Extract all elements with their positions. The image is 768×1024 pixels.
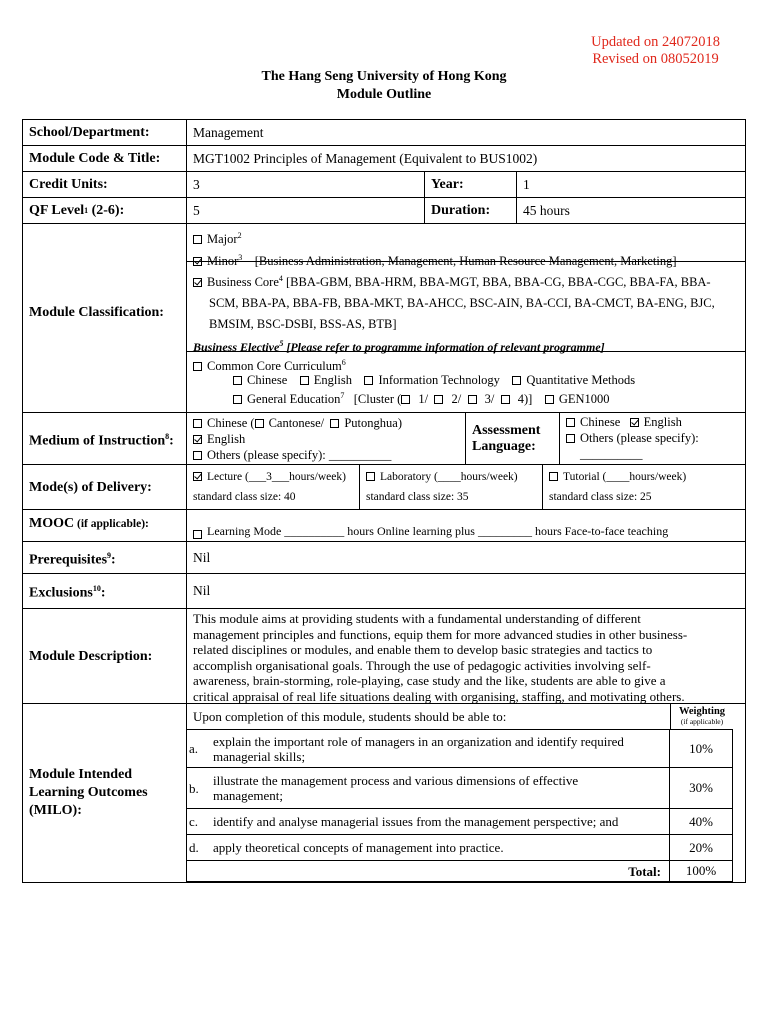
tutorial-size: standard class size: 25 [549,491,652,503]
assessment-others[interactable]: Others (please specify): [566,430,699,446]
assessment-english-checkbox[interactable] [630,418,639,427]
cluster-1-checkbox[interactable] [401,395,410,404]
tutorial-cell [543,465,745,509]
ccc-chinese-checkbox[interactable] [233,376,242,385]
module-outline-table [22,119,746,883]
school-label: School/Department: [23,120,187,145]
updated-date: Updated on 24072018 [591,34,720,50]
medium-row [22,413,746,465]
milo-weight-d: 20% [689,839,713,855]
weighting-header: Weighting (if applicable) [670,704,733,729]
assessment-chinese-checkbox[interactable] [566,418,575,427]
classification-content [187,224,745,412]
classification-row [22,224,746,413]
minor-programmes: [Business Administration, Management, Human Resource Management, Marketing] [254,254,677,269]
qf-row [22,198,746,224]
duration-value: 45 hours [523,202,570,218]
cluster-3-checkbox[interactable] [468,395,477,404]
prerequisites-row [22,542,746,574]
lecture-size: standard class size: 40 [193,491,296,503]
prerequisites-label: Prerequisites$^9$: [23,542,187,573]
exclusions-label: Exclusions$^{10}$: [23,574,187,608]
year-label: Year: [425,172,517,197]
assessment-others-blank: __________ [580,447,643,461]
lecture-checkbox[interactable] [193,472,202,481]
prerequisites-value: Nil [193,549,211,565]
milo-header [187,704,733,729]
revised-date: Revised on 08052019 [592,51,719,67]
assessment-label: Assessment Language: [466,413,560,464]
assessment-lang[interactable]: Chinese English [566,414,682,430]
general-education-line: General Education$^7$ [Cluster ( 1/ 2/ 3/ 4)] GEN1000 [193,388,739,407]
description-label: Module Description: [23,609,187,703]
credit-row [22,172,746,198]
business-core-programmes-3: BMSIM, BSC-DSBI, BSS-AS, BTB] [209,317,397,332]
ccc-qm-checkbox[interactable] [512,376,521,385]
credit-label: Credit Units: [23,172,187,197]
exclusions-row [22,574,746,609]
milo-item-a: a. explain the important role of managers in an organization and identify required managerial skills; 10% [187,730,732,768]
lab-option[interactable]: Laboratory (____hours/week) [366,467,518,487]
milo-content [187,704,745,882]
cluster-4-checkbox[interactable] [501,395,510,404]
milo-weight-b: 30% [689,780,713,795]
ge-checkbox[interactable] [233,395,242,404]
total-label: Total: [187,861,670,881]
ccc-checkbox[interactable] [193,362,202,371]
medium-label: Medium of Instruction$^8$: [23,413,187,464]
ccc-it-checkbox[interactable] [364,376,373,385]
description-text: This module aims at providing students with a fundamental understanding of different management principles and functions, equip them for more advanced studies in other business- related disciplines or modules, and enable them to develop basic strategies and tactics to accomplish organisational goals. Through the use of pedagogic activities involving self- awareness, brain-storming, role-playing, case study and the like, students are able to give a critical appraisal of real life situations dealing with organising, staffing, and motivating others. [193,611,688,704]
tutorial-checkbox[interactable] [549,472,558,481]
tutorial-option[interactable]: Tutorial (____hours/week) [549,467,686,487]
milo-row [22,704,746,883]
assessment-others-checkbox[interactable] [566,434,575,443]
lab-size: standard class size: 35 [366,491,469,503]
medium-others[interactable]: Others (please specify): __________ [193,447,391,463]
major-option[interactable]: Major$^2$ [193,228,739,247]
minor-checkbox[interactable] [193,257,202,266]
major-checkbox[interactable] [193,235,202,244]
business-core-programmes-2: SCM, BBA-PA, BBA-FB, BBA-MKT, BA-AHCC, BSC-AIN, BA-CCI, BA-CMCT, BA-ENG, BJC, [209,296,715,311]
common-core-block [187,352,745,412]
module-row [22,146,746,172]
business-core-option[interactable]: Business Core$^4$ [BBA-GBM, BBA-HRM, BBA-MGT, BBA, BBA-CG, BBA-CGC, BBA-FA, BBA- [193,268,739,293]
business-core-block [187,262,745,355]
revision-note [591,34,720,68]
ccc-english-checkbox[interactable] [300,376,309,385]
mooc-row [22,510,746,542]
medium-chinese[interactable]: Chinese ( Cantonese/ Putonghua) [193,415,402,431]
lecture-option[interactable]: Lecture (___3___hours/week) [193,467,346,487]
total-value: 100% [685,863,717,878]
milo-item-b: b. illustrate the management process and various dimensions of effective management; 30% [187,768,732,809]
description-row [22,609,746,704]
lab-checkbox[interactable] [366,472,375,481]
lecture-cell [187,465,360,509]
year-value: 1 [523,176,530,192]
delivery-row [22,465,746,510]
milo-intro: Upon completion of this module, students should be able to: [193,709,507,724]
mooc-checkbox[interactable] [193,530,202,539]
classification-label: Module Classification: [23,224,187,412]
mooc-option[interactable]: Learning Mode __________ hours Online learning plus _________ hours Face-to-face teaching [187,510,745,541]
business-elective: Business Elective$^5$ [Please refer to programme information of relevant programme] [193,339,605,355]
university-name: The Hang Seng University of Hong Kong [261,69,507,84]
qf-value: 5 [187,198,425,223]
duration-label: Duration: [425,198,517,223]
exclusions-value: Nil [193,583,211,598]
mooc-label: MOOC (if applicable): [23,510,187,541]
milo-weight-a: 10% [689,740,713,756]
business-core-checkbox[interactable] [193,278,202,287]
medium-putonghua-checkbox[interactable] [330,419,339,428]
milo-label: Module Intended Learning Outcomes (MILO): [23,704,187,882]
gen1000-checkbox[interactable] [545,395,554,404]
milo-list [187,729,733,882]
lab-cell [360,465,543,509]
milo-weight-c: 40% [689,813,713,829]
module-label: Module Code & Title: [23,146,187,171]
medium-english[interactable]: English [193,431,245,447]
medium-chinese-checkbox[interactable] [193,419,202,428]
school-row [22,119,746,146]
ccc-option[interactable]: Common Core Curriculum$^6$ [193,356,739,373]
assessment-options [560,413,745,464]
document-header [0,68,768,104]
school-value: Management [193,124,264,140]
milo-total [187,861,732,881]
document-title: Module Outline [336,87,432,102]
medium-english-checkbox[interactable] [193,435,202,444]
credit-value: 3 [187,172,425,197]
qf-label: QF Level 1 (2-6): [23,198,187,223]
medium-others-checkbox[interactable] [193,451,202,460]
medium-options [187,413,466,464]
cluster-2-checkbox[interactable] [434,395,443,404]
major-minor-block [187,224,745,269]
medium-cantonese-checkbox[interactable] [255,419,264,428]
module-value: MGT1002 Principles of Management (Equivalent to BUS1002) [193,150,538,166]
milo-item-c: c. identify and analyse managerial issues from the management perspective; and 40% [187,809,732,835]
ccc-subjects: Chinese English Information Technology Quantitative Methods [193,373,739,388]
delivery-label: Mode(s) of Delivery: [23,465,187,509]
milo-item-d: d. apply theoretical concepts of management into practice. 20% [187,835,732,861]
minor-option[interactable]: Minor$^3$ [Business Administration, Management, Human Resource Management, Marketing] [193,250,739,269]
